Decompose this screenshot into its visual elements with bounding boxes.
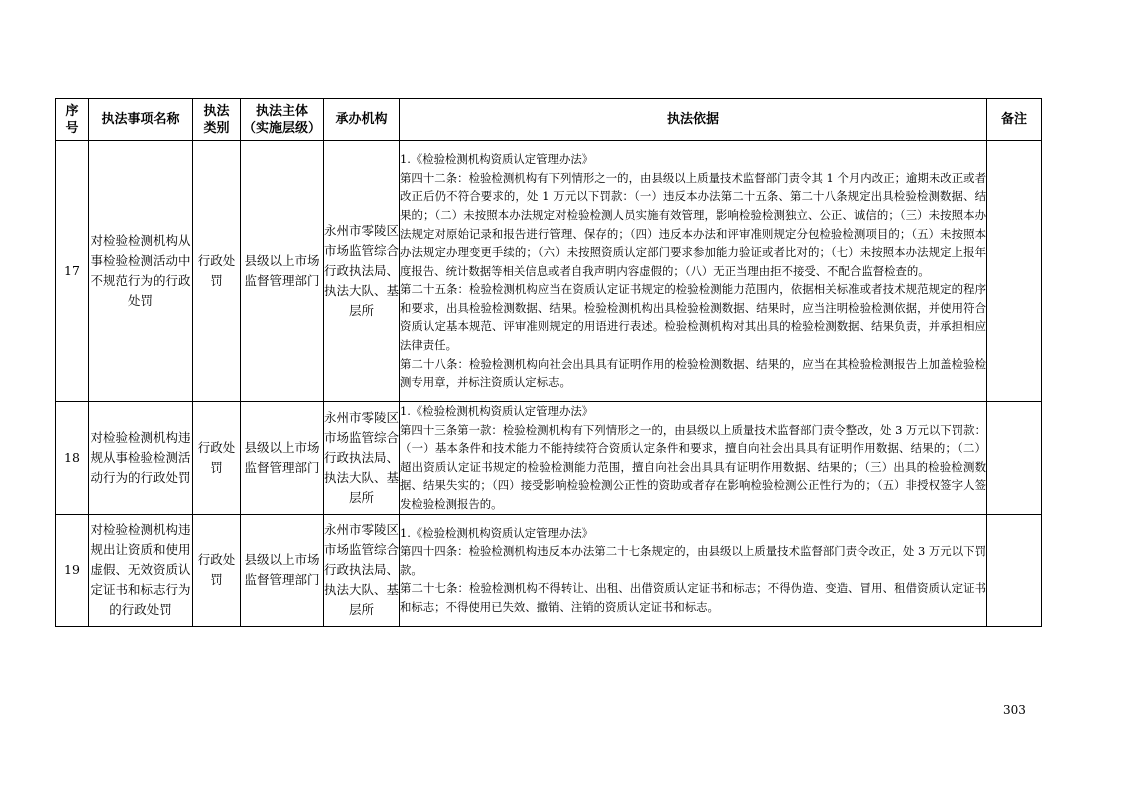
row-remark [987, 514, 1042, 626]
row-agency: 永州市零陵区市场监管综合行政执法局、执法大队、基层所 [324, 514, 400, 626]
row-no: 18 [56, 402, 89, 515]
row-basis [400, 514, 987, 626]
table-row [56, 141, 1042, 402]
basis-paragraph: 1.《检验检测机构资质认定管理办法》 [400, 152, 594, 167]
row-remark [987, 141, 1042, 402]
header-name: 执法事项名称 [89, 99, 193, 141]
header-subject: 执法主体 （实施层级） [241, 99, 324, 141]
row-subject: 县级以上市场监督管理部门 [241, 402, 324, 515]
row-agency: 永州市零陵区市场监管综合行政执法局、执法大队、基层所 [324, 141, 400, 402]
enforcement-table [55, 98, 1042, 627]
row-no: 17 [56, 141, 89, 402]
basis-paragraph: 1.《检验检测机构资质认定管理办法》 [400, 525, 594, 540]
basis-paragraph: 第二十七条：检验检测机构不得转让、出租、出借资质认定证书和标志；不得伪造、变造、冒用、租借资质认定证书和标志；不得使用已失效、撤销、注销的资质认定证书和标志。 [400, 581, 986, 614]
header-remark: 备注 [987, 99, 1042, 141]
row-basis [400, 402, 987, 515]
row-no: 19 [56, 514, 89, 626]
basis-paragraph: 1.《检验检测机构资质认定管理办法》 [400, 404, 594, 418]
header-category: 执法 类别 [193, 99, 241, 141]
row-basis [400, 141, 987, 402]
header-no: 序 号 [56, 99, 89, 141]
basis-paragraph: 第四十三条第一款：检验检测机构有下列情形之一的，由县级以上质量技术监督部门责令整改，处 3 万元以下罚款：（一）基本条件和技术能力不能持续符合资质认定条件和要求，擅自向社会出具具有证明作用数据、结果的；（二）超出资质认定证书规定的检验检测能力范围，擅自向社会出具具有证明作用数据、结果的；（三）出具的检验检测数据、结果失实的；（四）接受影响检验检测公正性的资助或者存在影响检验检测公正性行为的；（五）非授权签字人签发检验检测报告的。 [400, 422, 986, 511]
row-category: 行政处罚 [193, 402, 241, 515]
basis-paragraph: 第二十五条：检验检测机构应当在资质认定证书规定的检验检测能力范围内，依据相关标准或者技术规范规定的程序和要求，出具检验检测数据、结果。检验检测机构出具检验检测数据、结果时，应当注明检验检测依据，并使用符合资质认定基本规范、评审准则规定的用语进行表述。检验检测机构对其出具的检验检测数据、结果负责，并承担相应法律责任。 [400, 282, 986, 353]
table-row [56, 514, 1042, 626]
row-subject: 县级以上市场监督管理部门 [241, 514, 324, 626]
row-category: 行政处罚 [193, 514, 241, 626]
page-number: 303 [1003, 703, 1026, 717]
row-subject: 县级以上市场监督管理部门 [241, 141, 324, 402]
row-category: 行政处罚 [193, 141, 241, 402]
header-row [56, 99, 1042, 141]
row-remark [987, 402, 1042, 515]
table-row [56, 402, 1042, 515]
row-name: 对检验检测机构违规出让资质和使用虚假、无效资质认定证书和标志行为的行政处罚 [89, 514, 193, 626]
basis-paragraph: 第四十二条：检验检测机构有下列情形之一的，由县级以上质量技术监督部门责令其 1 个月内改正；逾期未改正或者改正后仍不符合要求的，处 1 万元以下罚款：（一）违反本办法第二十五条、第二十八条规定出具检验检测数据、结果的；（二）未按照本办法规定对检验检测人员实施有效管理，影响检验检测独立、公正、诚信的；（三）未按照本办法规定对原始记录和报告进行管理、保存的；（四）违反本办法和评审准则规定分包检验检测项目的；（五）未按照本办法规定办理变更手续的；（六）未按照资质认定部门要求参加能力验证或者比对的；（七）未按照本办法规定上报年度报告、统计数据等相关信息或者自我声明内容虚假的；（八）无正当理由拒不接受、不配合监督检查的。 [400, 170, 986, 278]
header-agency: 承办机构 [324, 99, 400, 141]
row-name: 对检验检测机构违规从事检验检测活动行为的行政处罚 [89, 402, 193, 515]
row-agency: 永州市零陵区市场监管综合行政执法局、执法大队、基层所 [324, 402, 400, 515]
basis-paragraph: 第二十八条：检验检测机构向社会出具具有证明作用的检验检测数据、结果的，应当在其检验检测报告上加盖检验检测专用章，并标注资质认定标志。 [400, 356, 986, 390]
basis-paragraph: 第四十四条：检验检测机构违反本办法第二十七条规定的，由县级以上质量技术监督部门责令改正，处 3 万元以下罚款。 [400, 544, 986, 577]
row-name: 对检验检测机构从事检验检测活动中不规范行为的行政处罚 [89, 141, 193, 402]
header-basis: 执法依据 [400, 99, 987, 141]
